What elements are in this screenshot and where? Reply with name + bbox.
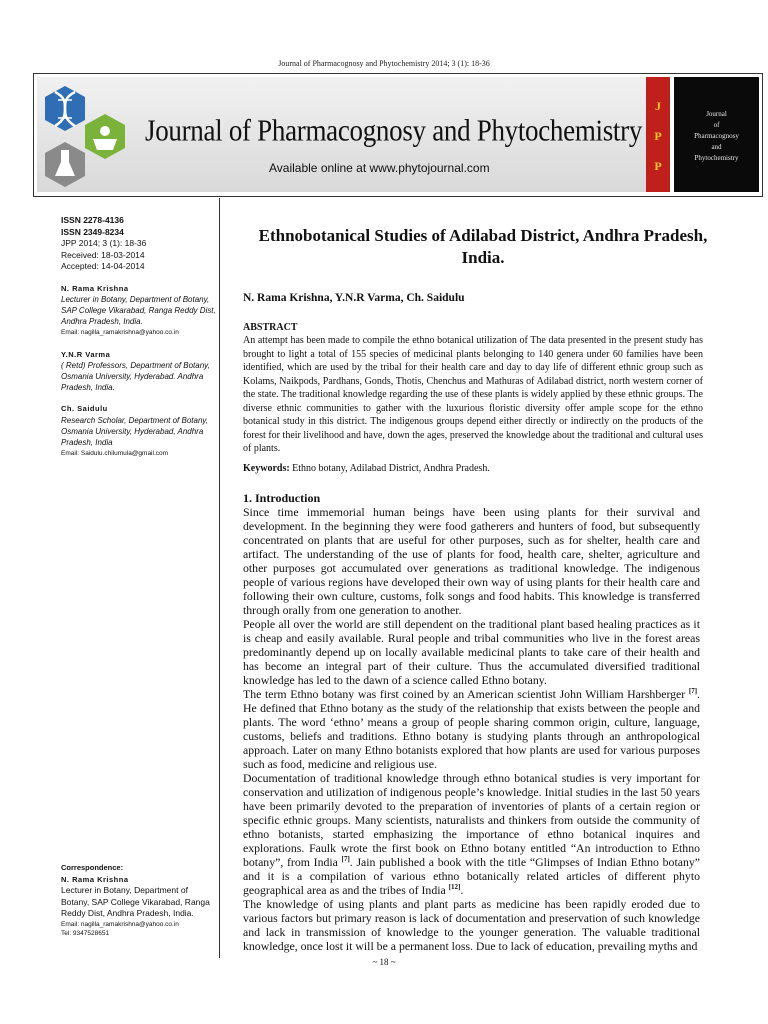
author-aff: Lecturer in Botany, Department of Botany, SAP College Vikarabad, Ranga Reddy Dist, Andhra Pradesh, India. (61, 295, 216, 326)
correspondence-email: Email: nagilla_ramakrishna@yahoo.co.in (61, 920, 179, 928)
journal-banner (33, 73, 763, 197)
paragraph: Documentation of traditional knowledge through ethno botanical studies is very important for conservation and utilization of indigenous people’s knowledge. Initial studies in the last 50 years have been primarily devoted to the preparation of inventories of plants of a certain region or specific ethnic groups. Many scientists, naturalists and thinkers from outside the community of ethno botanists, started emphasizing the importance of ethno botanical inquires and explorations. Faulk wrote the first book on Ethno botany entitled “An introduction to Ethno botany”, from India [7]. Jain published a book with the title “Glimpses of Indian Ethno botany” and it is a compilation of various ethno botanically related articles of different phyto geographical area as and the tribes of India [12]. (243, 771, 700, 897)
journal-logo-icon (41, 84, 129, 190)
jpp-letter: P (654, 159, 662, 173)
issn-print: ISSN 2278-4136 (61, 215, 124, 225)
citation-ref: [7] (688, 687, 698, 696)
jpp-black-panel (674, 77, 759, 192)
intro-heading: 1. Introduction (243, 491, 321, 505)
abstract-heading: ABSTRACT (243, 322, 298, 333)
correspondence-block (61, 862, 216, 938)
correspondence-label: Correspondence: (61, 863, 124, 872)
article-authors: N. Rama Krishna, Y.N.R Varma, Ch. Saidulu (243, 292, 465, 304)
jpp-letter: J (655, 99, 661, 113)
intro-body (243, 505, 700, 953)
left-metadata-column (61, 215, 216, 459)
author-aff: Research Scholar, Department of Botany, Osmania University, Hyderabad, Andhra Pradesh, India (61, 415, 209, 447)
page-number: ~ 18 ~ (372, 957, 396, 967)
jpp-red-strip (646, 77, 670, 192)
correspondence-tel: Tel: 9347528651 (61, 929, 110, 937)
paragraph: People all over the world are still dependent on the traditional plant based healing practices as it is cheap and easily available. Rural people and tribal communities who live in the forest areas predominantly depend up on locally available medicinal plants to take care of their health and has become an integral part of their culture. Thus the accumulated diversified traditional knowledge has led to the dawn of a science called Ethno botany. (243, 617, 700, 687)
article-title: Ethnobotanical Studies of Adilabad District, Andhra Pradesh, India. (258, 226, 708, 267)
keywords: Keywords: Ethno botany, Adilabad District, Andhra Pradesh. (243, 463, 490, 474)
journal-url: Available online at www.phytojournal.com (269, 161, 490, 175)
issn-online: ISSN 2349-8234 (61, 226, 124, 237)
author-name: Y.N.R Varma (61, 349, 111, 359)
author-aff: ( Retd) Professors, Department of Botany, Osmania University, Hyderabad. Andhra Pradesh, India. (61, 361, 210, 392)
correspondence-name: N. Rama Krishna (61, 874, 129, 884)
paragraph: The term Ethno botany was first coined by an American scientist John William Harshberger [7]. He defined that Ethno botany as the study of the relationship that exists between the people and plants. The word ‘ethno’ means a group of people sharing common origin, culture, language, customs, beliefs and traditions. Ethno botany is studying plants through an anthropological approach. Later on many Ethno botanists explored that how plants are used for various purposes such as food, medicine and religious use. (243, 687, 700, 771)
author-affiliation (61, 403, 216, 459)
author-email: Email: nagilla_ramakrishna@yahoo.co.in (61, 329, 179, 336)
jpp-letter: P (654, 129, 662, 143)
author-affiliation (61, 283, 216, 339)
author-affiliation (61, 349, 216, 394)
running-head: Journal of Pharmacognosy and Phytochemistry 2014; 3 (1): 18-36 (278, 59, 490, 68)
jpp-side-title: Journal of Pharmacognosy and Phytochemistry (694, 110, 739, 162)
citation-ref: [7] (341, 855, 350, 864)
paragraph: The knowledge of using plants and plant parts as medicine has been rapidly eroded due to various factors but primary reason is lack of documentation and preservation of such knowledge and lack in transmission of knowledge to the younger generation. The valuable traditional knowledge, once lost it will be a permanent loss. Due to lack of education, prevailing myths and (243, 897, 700, 953)
accepted-date: Accepted: 14-04-2014 (61, 261, 145, 271)
abstract-text: An attempt has been made to compile the ethno botanical utilization of The data presented in the present study has brought to light a total of 155 species of medicinal plants belonging to 140 genera under 60 families have been identified, which are used by the tribal for their health care and day to day life of different ethnic group such as Kolams, Naikpods, Pardhans, Gonds, Thotis, Chenchus and Mathuras of Adilabad district, north western corner of the state. The traditional knowledge regarding the use of these plants is widely applied by these ethnic groups. The diverse ethnic communities to gather with the luxurious floristic diversity offer ample scope for the ethno botanical study in this district. The indigenous groups depend either directly or indirectly on the products of the forest for their livelihood and have, down the ages, preserved the knowledge about the traditional and cultural uses of plants. (243, 335, 703, 454)
author-name: N. Rama Krishna (61, 283, 129, 293)
author-email: Email: Saidulu.chilumula@gmail.com (61, 449, 169, 457)
column-divider (219, 198, 220, 958)
received-date: Received: 18-03-2014 (61, 249, 145, 260)
author-name: Ch. Saidulu (61, 404, 108, 413)
journal-title: Journal of Pharmacognosy and Phytochemistry (145, 113, 643, 148)
jpp-citation: JPP 2014; 3 (1): 18-36 (61, 238, 147, 248)
banner-gray-panel (37, 77, 646, 192)
citation-ref: [12] (448, 883, 461, 892)
paragraph: Since time immemorial human beings have been using plants for their survival and development. In the beginning they were food gatherers and hunters of food, but subsequently concentrated on plants that are useful for other purposes, such as for shelter, health care and artifact. The understanding of the use of plants for food, health care, shelter, agriculture and other purposes got accumulated over generations as traditional knowledge. The indigenous people of various regions have developed their own way of using plants for their health care and following their own culture, customs, folk songs and food habits. This knowledge is transferred through orally from one generation to another. (243, 505, 700, 617)
correspondence-aff: Lecturer in Botany, Department of Botany, SAP College Vikarabad, Ranga Reddy Dist, Andhra Pradesh, India. (61, 885, 210, 918)
